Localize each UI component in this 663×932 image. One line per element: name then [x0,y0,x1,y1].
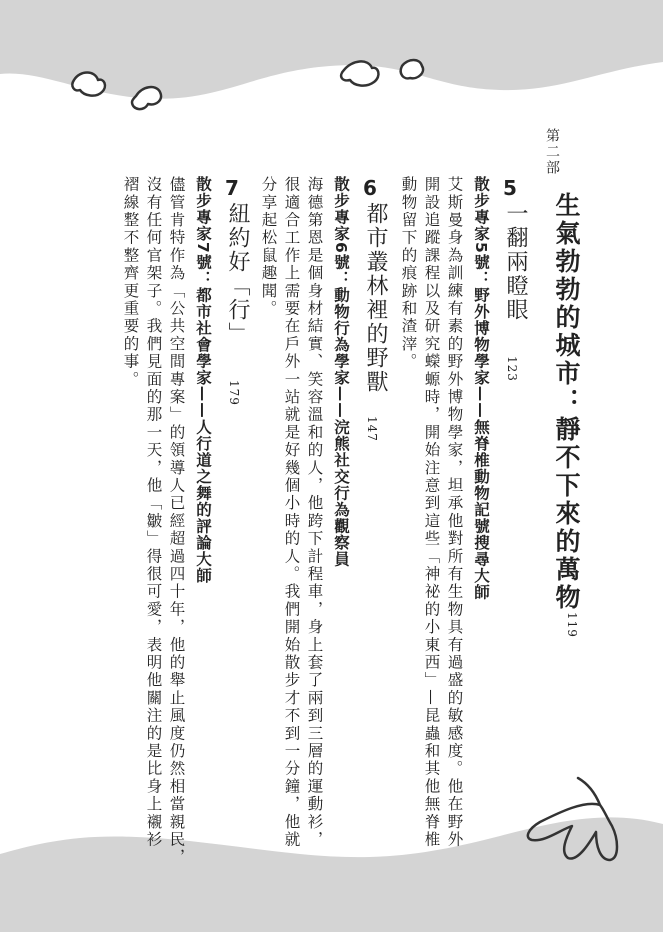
chapter-excerpt-line: 儘管肯特作為「公共空間專案」的領導人已經超過四十年，他的舉止風度仍然相當親民， [167,176,186,867]
chapter-excerpt-line: 褶線整不整齊更重要的事。 [121,176,140,389]
chapter-excerpt-line: 很適合工作上需要在戶外一站就是好幾個小時的人。我們開始散步才不到一分鐘，他就 [282,176,301,849]
chapter-excerpt-line: 動物留下的痕跡和渣滓。 [399,176,418,371]
chapter-page-number: 147 [365,416,379,442]
chapter-page-number: 179 [227,380,241,406]
chapter-excerpt-line: 開設追蹤課程以及研究蠑螈時，開始注意到這些「神祕的小東西」—昆蟲和其他無脊椎 [422,176,441,849]
part-label: 第二部 [544,128,560,176]
chapter-title[interactable]: 一翻兩瞪眼 [503,202,528,322]
chapter-excerpt-line: 分享起松鼠趣聞。 [259,176,278,318]
chapter-subtitle: 散步專家5號：野外博物學家——無脊椎動物記號搜尋大師 [472,176,490,601]
chapter-number: 7 [225,176,239,200]
chapter-title[interactable]: 紐約好「行」 [225,202,250,346]
chapter-excerpt-line: 艾斯曼身為訓練有素的野外博物學家，坦承他對所有生物具有過盛的敏感度。他在野外 [445,176,464,849]
chapter-title[interactable]: 都市叢林裡的野獸 [363,202,388,394]
bottom-wave-background [0,802,663,932]
top-wave-background [0,0,663,140]
chapter-subtitle: 散步專家7號：都市社會學家——人行道之舞的評論大師 [194,176,212,584]
part-title: 生氣勃勃的城市：靜不下來的萬物 [552,192,581,612]
chapter-excerpt-line: 海德第恩是個身材結實、笑容溫和的人，他跨下計程車，身上套了兩到三層的運動衫， [305,176,324,849]
chapter-number: 5 [503,176,517,200]
chapter-number: 6 [363,176,377,200]
chapter-page-number: 123 [505,356,519,382]
chapter-excerpt-line: 沒有任何官架子。我們見面的那一天，他「皺」得很可愛，表明他關注的是比身上襯衫 [144,176,163,849]
chapter-subtitle: 散步專家6號：動物行為學家——浣熊社交行為觀察員 [332,176,350,568]
part-page-number: 119 [565,612,579,638]
